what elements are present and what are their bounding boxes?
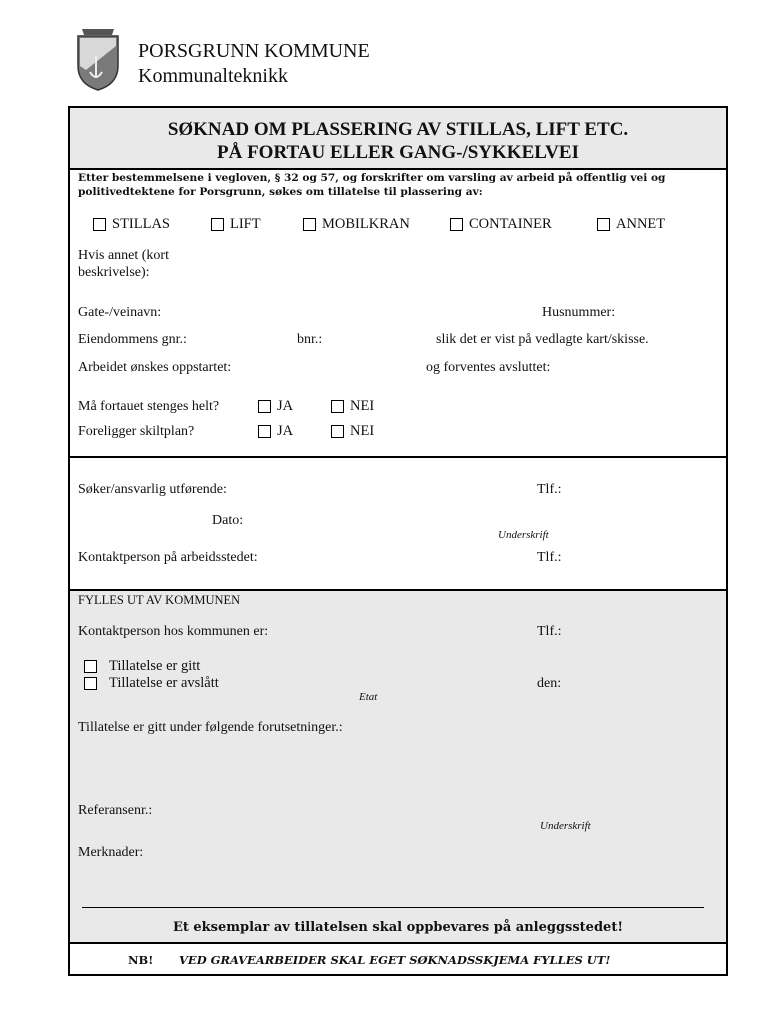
close-sidewalk-no[interactable]: [331, 398, 374, 414]
keep-copy-notice: Et eksemplar av tillatelsen skal oppbevares på anleggsstedet!: [172, 920, 624, 935]
municipal-phone-label: Tlf.:: [537, 624, 562, 639]
sign-plan-yes[interactable]: [258, 423, 293, 439]
option-container[interactable]: [450, 216, 552, 232]
annet-checkbox[interactable]: [597, 218, 610, 231]
department-name: Kommunalteknikk: [138, 65, 288, 87]
no-checkbox[interactable]: [331, 400, 344, 413]
option-label: LIFT: [230, 216, 261, 232]
option-label: CONTAINER: [469, 216, 552, 232]
yes-label: JA: [277, 423, 294, 439]
form-title-line2: PÅ FORTAU ELLER GANG-/SYKKELVEI: [217, 142, 579, 163]
granted-label: Tillatelse er gitt: [109, 658, 201, 674]
nb-label: NB!: [128, 953, 154, 967]
sign-plan-question: Foreligger skiltplan?: [78, 424, 195, 439]
no-label: NEI: [350, 423, 375, 439]
permission-granted[interactable]: [84, 658, 200, 674]
den-label: den:: [537, 676, 562, 691]
applicant-label: Søker/ansvarlig utførende:: [78, 482, 227, 497]
etat-caption: Etat: [359, 691, 378, 703]
street-label: Gate-/veinavn:: [78, 305, 162, 320]
option-label: ANNET: [616, 216, 666, 232]
gnr-label: Eiendommens gnr.:: [78, 332, 187, 347]
municipality-section-title: FYLLES UT AV KOMMUNEN: [78, 593, 241, 607]
start-date-label: Arbeidet ønskes oppstartet:: [78, 360, 232, 375]
signature-caption: Underskrift: [498, 529, 549, 541]
option-annet[interactable]: [597, 216, 665, 232]
organization-name: PORSGRUNN KOMMUNE: [138, 40, 370, 62]
intro-text: Etter bestemmelsene i vegloven, § 32 og 57, og forskrifter om varsling av arbeid på offentlig vei og politivedtektene for Porsgrunn, søkes om tillatelse til plassering av:: [78, 172, 666, 198]
option-stillas[interactable]: [93, 216, 170, 232]
container-checkbox[interactable]: [450, 218, 463, 231]
map-note: slik det er vist på vedlagte kart/skisse.: [436, 332, 649, 347]
divider: [70, 168, 726, 170]
divider: [70, 942, 726, 944]
denied-label: Tillatelse er avslått: [109, 675, 219, 691]
yes-checkbox[interactable]: [258, 400, 271, 413]
conditions-label: Tillatelse er gitt under følgende forutsetninger.:: [78, 720, 343, 735]
municipal-contact-label: Kontaktperson hos kommunen er:: [78, 624, 269, 639]
no-label: NEI: [350, 398, 375, 414]
option-mobilkran[interactable]: [303, 216, 410, 232]
yes-label: JA: [277, 398, 294, 414]
option-label: MOBILKRAN: [322, 216, 410, 232]
site-contact-label: Kontaktperson på arbeidsstedet:: [78, 550, 258, 565]
digging-notice: VED GRAVEARBEIDER SKAL EGET SØKNADSSKJEMA FYLLES UT!: [179, 953, 611, 967]
reference-label: Referansenr.:: [78, 803, 153, 818]
date-label: Dato:: [212, 513, 244, 528]
divider: [70, 456, 726, 458]
option-label: STILLAS: [112, 216, 170, 232]
annet-description-label: beskrivelse):: [78, 265, 150, 280]
notes-line: [82, 907, 704, 908]
notes-label: Merknader:: [78, 845, 144, 860]
applicant-phone-label: Tlf.:: [537, 482, 562, 497]
house-number-label: Husnummer:: [542, 305, 616, 320]
form-title-line1: SØKNAD OM PLASSERING AV STILLAS, LIFT ETC.: [167, 119, 629, 140]
close-sidewalk-yes[interactable]: [258, 398, 293, 414]
divider: [70, 589, 726, 591]
no-checkbox[interactable]: [331, 425, 344, 438]
denied-checkbox[interactable]: [84, 677, 97, 690]
site-contact-phone-label: Tlf.:: [537, 550, 562, 565]
lift-checkbox[interactable]: [211, 218, 224, 231]
form-frame: [68, 106, 728, 976]
granted-checkbox[interactable]: [84, 660, 97, 673]
sign-plan-no[interactable]: [331, 423, 374, 439]
option-lift[interactable]: [211, 216, 261, 232]
close-sidewalk-question: Må fortauet stenges helt?: [78, 399, 220, 414]
permission-denied[interactable]: [84, 675, 219, 691]
signature-caption: Underskrift: [540, 820, 591, 832]
stillas-checkbox[interactable]: [93, 218, 106, 231]
annet-description-label: Hvis annet (kort: [78, 248, 169, 263]
coat-of-arms-icon: [76, 26, 120, 92]
end-date-label: og forventes avsluttet:: [426, 360, 551, 375]
yes-checkbox[interactable]: [258, 425, 271, 438]
mobilkran-checkbox[interactable]: [303, 218, 316, 231]
bnr-label: bnr.:: [297, 332, 323, 347]
